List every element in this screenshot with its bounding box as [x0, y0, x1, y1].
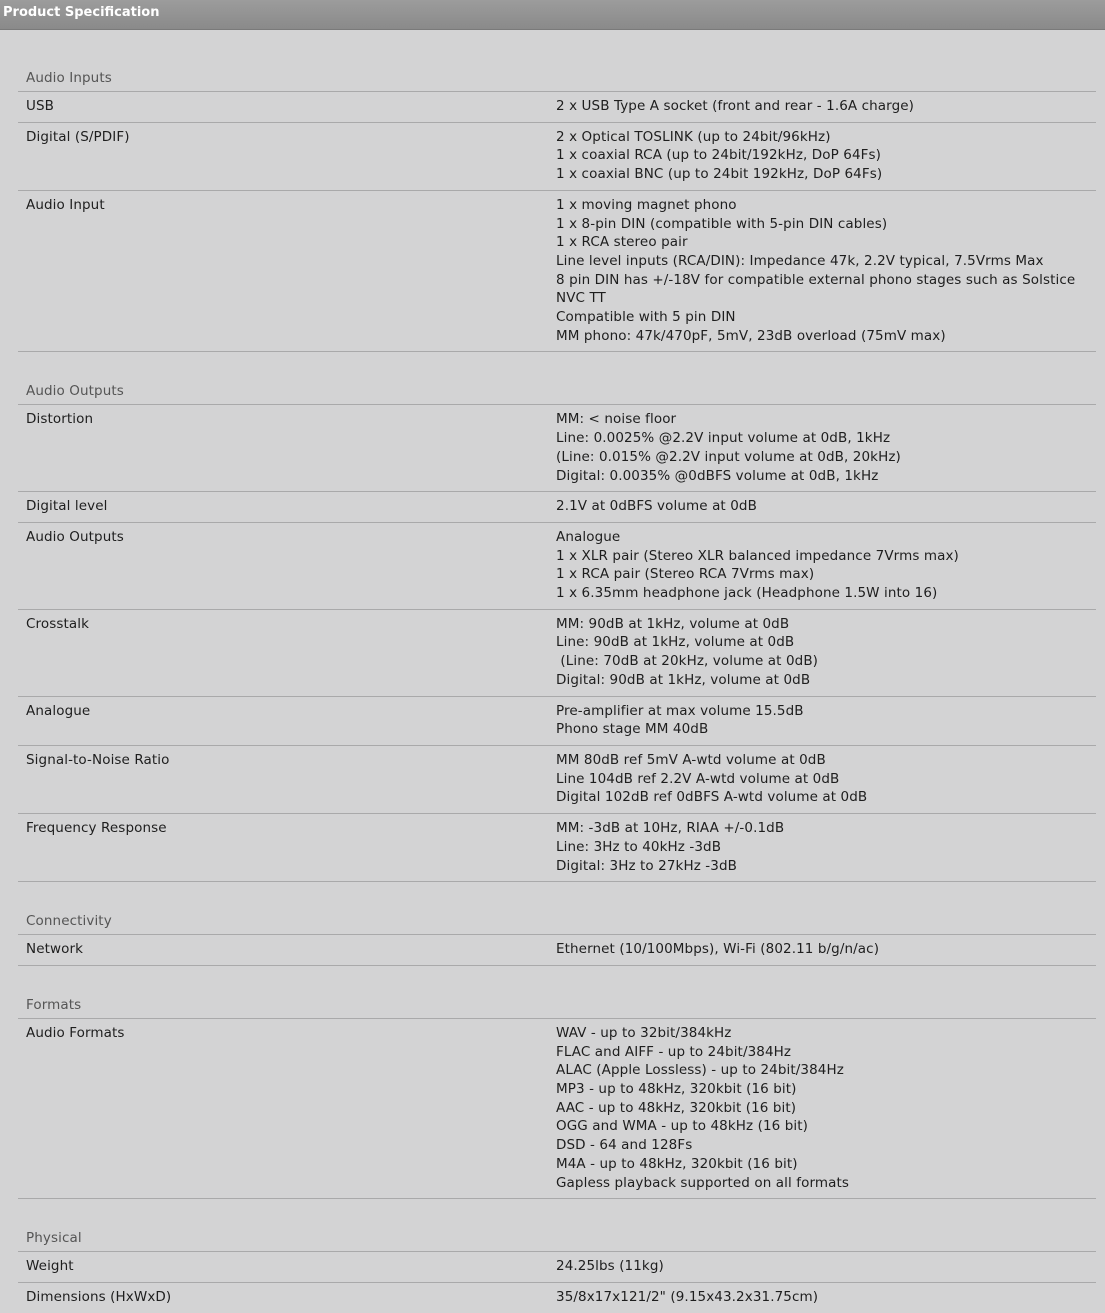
spec-label: Dimensions (HxWxD) [26, 1288, 172, 1305]
page-title: Product Specification [3, 5, 160, 20]
spec-value [556, 1283, 1096, 1313]
spec-row [18, 123, 1096, 191]
spec-row [18, 92, 1096, 123]
spec-value-line: 2 x Optical TOSLINK (up to 24bit/96kHz) [556, 128, 831, 145]
section-title: Audio Outputs [18, 381, 1096, 405]
spec-section [18, 68, 1096, 352]
spec-label: Network [26, 941, 84, 958]
spec-value-line: 1 x coaxial RCA (up to 24bit/192kHz, DoP 64Fs) [556, 147, 882, 164]
spec-value-line: DSD - 64 and 128Fs [556, 1137, 693, 1154]
spec-row [18, 523, 1096, 610]
spec-label: Audio Input [26, 196, 105, 213]
spec-value-line: 8 pin DIN has +/-18V for compatible external phono stages such as Solstice [556, 271, 1076, 288]
spec-value-line: ALAC (Apple Lossless) - up to 24bit/384Hz [556, 1062, 844, 1079]
spec-value-line: NVC TT [556, 290, 606, 307]
section-title: Connectivity [18, 911, 1096, 935]
spec-value [556, 1019, 1096, 1198]
spec-value-line: 1 x 6.35mm headphone jack (Headphone 1.5W into 16) [556, 585, 938, 602]
spec-value-line: MP3 - up to 48kHz, 320kbit (16 bit) [556, 1081, 797, 1098]
spec-row [18, 814, 1096, 882]
spec-row [18, 492, 1096, 523]
spec-value-line: Pre-amplifier at max volume 15.5dB [556, 702, 804, 719]
spec-value [556, 746, 1096, 813]
spec-label: Analogue [26, 702, 91, 719]
spec-value-line: Line: 3Hz to 40kHz -3dB [556, 838, 722, 855]
spec-value-line: 1 x RCA stereo pair [556, 234, 688, 251]
spec-value-line: Digital: 90dB at 1kHz, volume at 0dB [556, 671, 811, 688]
spec-value-line: 35/8x17x121/2" (9.15x43.2x31.75cm) [556, 1288, 819, 1305]
spec-value-line: Compatible with 5 pin DIN [556, 309, 736, 326]
spec-row [18, 1252, 1096, 1283]
spec-value-line: FLAC and AIFF - up to 24bit/384Hz [556, 1043, 792, 1060]
spec-value [556, 405, 1096, 491]
spec-value-line: Line: 0.0025% @2.2V input volume at 0dB, 1kHz [556, 430, 891, 447]
spec-value-line: MM: < noise floor [556, 411, 677, 428]
spec-value-line: MM: 90dB at 1kHz, volume at 0dB [556, 615, 790, 632]
spec-value-line: (Line: 70dB at 20kHz, volume at 0dB) [556, 653, 819, 670]
spec-value-line: 1 x moving magnet phono [556, 196, 737, 213]
spec-value-line: 2 x USB Type A socket (front and rear - 1.6A charge) [556, 98, 915, 114]
spec-label: Signal-to-Noise Ratio [26, 751, 170, 768]
spec-value-line: M4A - up to 48kHz, 320kbit (16 bit) [556, 1155, 798, 1172]
spec-value-line: Line level inputs (RCA/DIN): Impedance 47k, 2.2V typical, 7.5Vrms Max [556, 252, 1044, 269]
spec-value-line: Analogue [556, 528, 621, 545]
spec-value-line: 2.1V at 0dBFS volume at 0dB [556, 498, 757, 515]
spec-value-line: AAC - up to 48kHz, 320kbit (16 bit) [556, 1099, 797, 1116]
section-title: Audio Inputs [18, 68, 1096, 92]
spec-value-line: Digital 102dB ref 0dBFS A-wtd volume at 0dB [556, 789, 868, 806]
spec-value-line: 1 x coaxial BNC (up to 24bit 192kHz, DoP 64Fs) [556, 166, 883, 183]
spec-value-line: Line: 90dB at 1kHz, volume at 0dB [556, 634, 795, 651]
spec-section [18, 1228, 1096, 1312]
spec-value-line: Ethernet (10/100Mbps), Wi-Fi (802.11 b/g/n/ac) [556, 941, 880, 958]
spec-value [556, 492, 1096, 522]
spec-value [556, 523, 1096, 609]
spec-value-line: 1 x XLR pair (Stereo XLR balanced impedance 7Vrms max) [556, 547, 959, 564]
spec-label: Frequency Response [26, 820, 167, 837]
spec-label: Crosstalk [26, 615, 90, 632]
spec-label: Weight [26, 1258, 74, 1275]
spec-label: Distortion [26, 411, 94, 428]
spec-value-line: Digital: 3Hz to 27kHz -3dB [556, 857, 738, 874]
section-title: Physical [18, 1228, 1096, 1252]
spec-label: Audio Outputs [26, 528, 124, 545]
spec-row [18, 746, 1096, 814]
spec-content [0, 30, 1105, 1313]
spec-value-line: 1 x RCA pair (Stereo RCA 7Vrms max) [556, 566, 815, 583]
spec-section [18, 911, 1096, 966]
spec-value [556, 92, 1096, 122]
spec-value-line: Digital: 0.0035% @0dBFS volume at 0dB, 1kHz [556, 467, 879, 484]
spec-value [556, 935, 1096, 965]
spec-row [18, 935, 1096, 966]
spec-label: Digital (S/PDIF) [26, 128, 130, 145]
spec-value [556, 697, 1096, 745]
page-header [0, 0, 1105, 30]
spec-value-line: OGG and WMA - up to 48kHz (16 bit) [556, 1118, 809, 1135]
spec-row [18, 191, 1096, 353]
spec-section [18, 381, 1096, 882]
spec-row [18, 697, 1096, 746]
spec-value-line: MM phono: 47k/470pF, 5mV, 23dB overload (75mV max) [556, 327, 946, 344]
spec-value-line: 1 x 8-pin DIN (compatible with 5-pin DIN cables) [556, 215, 888, 232]
spec-value-line: MM: -3dB at 10Hz, RIAA +/-0.1dB [556, 820, 785, 837]
spec-value [556, 1252, 1096, 1282]
spec-value-line: Line 104dB ref 2.2V A-wtd volume at 0dB [556, 770, 840, 787]
spec-section [18, 995, 1096, 1199]
spec-value [556, 123, 1096, 190]
spec-value-line: 24.25lbs (11kg) [556, 1258, 664, 1275]
spec-value [556, 814, 1096, 881]
spec-value-line: (Line: 0.015% @2.2V input volume at 0dB, 20kHz) [556, 448, 901, 465]
spec-label: USB [26, 98, 55, 114]
spec-value-line: Phono stage MM 40dB [556, 721, 709, 738]
spec-row [18, 610, 1096, 697]
section-title: Formats [18, 995, 1096, 1019]
spec-label: Audio Formats [26, 1024, 125, 1041]
spec-row [18, 1019, 1096, 1199]
spec-value-line: MM 80dB ref 5mV A-wtd volume at 0dB [556, 751, 826, 768]
spec-row [18, 1283, 1096, 1313]
spec-value [556, 191, 1096, 352]
spec-value-line: Gapless playback supported on all formats [556, 1174, 850, 1191]
spec-value [556, 610, 1096, 696]
spec-row [18, 405, 1096, 492]
spec-value-line: WAV - up to 32bit/384kHz [556, 1024, 732, 1041]
spec-label: Digital level [26, 498, 108, 515]
